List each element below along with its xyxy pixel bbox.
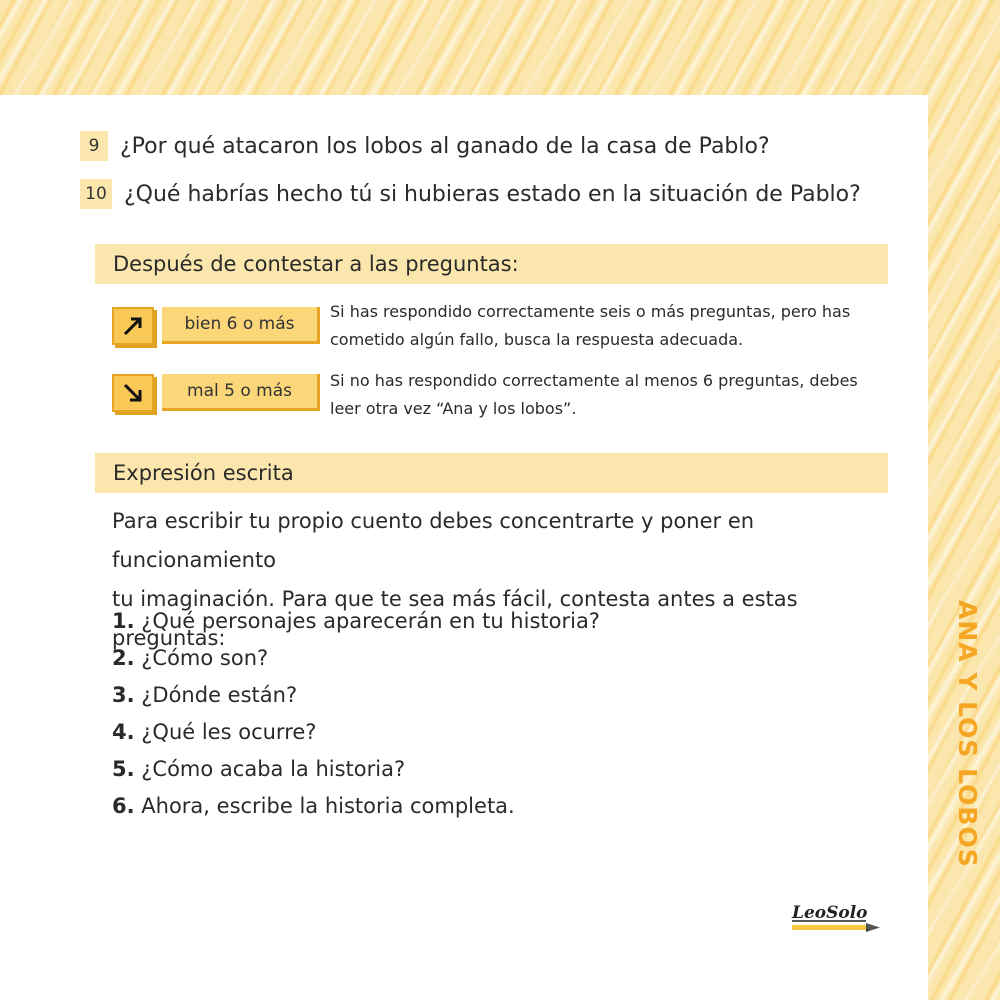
list-item: 5. ¿Cómo acaba la historia? [112, 757, 406, 781]
paragraph-line: tu imaginación. Para que te sea más fácil, contesta antes a estas preguntas: [112, 587, 798, 650]
list-item: 2. ¿Cómo son? [112, 646, 269, 670]
writing-steps-list [112, 603, 600, 825]
list-item: 1. ¿Qué personajes aparecerán en tu historia? [112, 609, 600, 633]
side-title: ANA Y LOS LOBOS [953, 600, 982, 868]
question-number: 9 [80, 131, 108, 161]
note-line: Si no has respondido correctamente al menos 6 preguntas, debes [330, 371, 858, 390]
after-answers-heading: Después de contestar a las preguntas: [95, 244, 888, 284]
question-number: 10 [80, 179, 112, 209]
label-mal: mal 5 o más [162, 374, 320, 411]
note-line: leer otra vez “Ana y los lobos”. [330, 399, 577, 418]
list-item: 3. ¿Dónde están? [112, 683, 298, 707]
list-item: 4. ¿Qué les ocurre? [112, 720, 317, 744]
paragraph-line: Para escribir tu propio cuento debes concentrarte y poner en funcionamiento [112, 509, 755, 572]
question-9 [80, 131, 770, 161]
leosolo-logo [788, 896, 890, 940]
arrow-up-right-icon [112, 307, 154, 345]
note-line: cometido algún fallo, busca la respuesta adecuada. [330, 330, 744, 349]
logo-text: LeoSolo [792, 903, 868, 923]
question-text: ¿Qué habrías hecho tú si hubieras estado en la situación de Pablo? [124, 181, 861, 207]
note-mal [330, 367, 890, 423]
question-10 [80, 179, 861, 209]
label-bien: bien 6 o más [162, 307, 320, 344]
arrow-down-right-icon [112, 374, 154, 412]
note-line: Si has respondido correctamente seis o más preguntas, pero has [330, 302, 851, 321]
question-text: ¿Por qué atacaron los lobos al ganado de la casa de Pablo? [120, 133, 770, 159]
list-item: 6. Ahora, escribe la historia completa. [112, 794, 515, 818]
writing-heading: Expresión escrita [95, 453, 888, 493]
note-bien [330, 298, 890, 354]
